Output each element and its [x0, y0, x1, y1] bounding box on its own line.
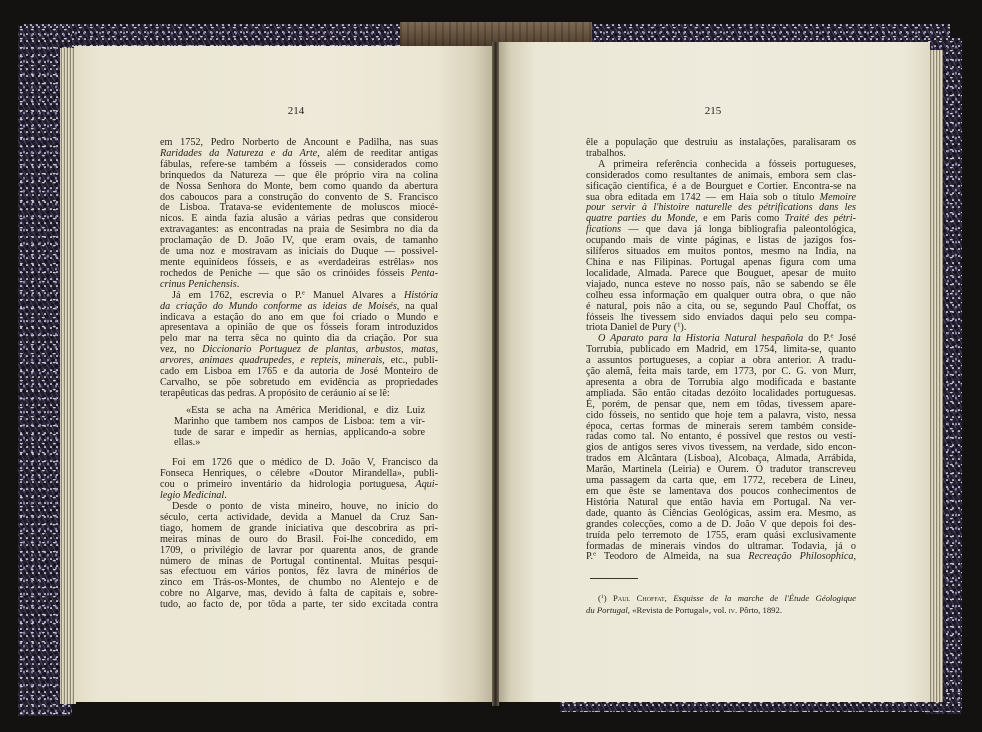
page-text: [586, 138, 856, 563]
text-run: e: [830, 333, 834, 340]
text-run: .: [236, 278, 240, 290]
text-run: rochedos de Peniche — que são os crinóides fósseis: [160, 267, 411, 279]
footnote: [586, 593, 856, 616]
text-run: ).: [680, 322, 687, 334]
text-run: de Nossa Senhora do Monte, bem como quando da abertura: [160, 180, 438, 192]
text-run: número de minas de Portugal continental. Muitas pesqui-: [160, 555, 438, 567]
text-run: tude de sarar e impedir as hernias, applicando-a sobre: [174, 426, 425, 438]
text-run: século, certa actividade, devida a Manuel da Cruz San-: [160, 511, 438, 523]
text-run: meiras minas de ouro do Brasil. Foi-lhe concedido, em: [160, 533, 438, 545]
text-run: , «Revista de Portugal», vol.: [627, 604, 729, 615]
paragraph: [160, 458, 438, 502]
text-run: 1: [600, 594, 604, 601]
text-run: . Pôrto, 1892.: [734, 604, 783, 615]
text-run: trabalhos.: [586, 147, 626, 159]
text-run: em 1752, Pedro Norberto de Ancount e Padilha, nas suas: [160, 137, 438, 148]
text-run: Aqui-: [415, 479, 438, 491]
text-run: e: [301, 289, 305, 297]
text-run: é natural, pois não a cita, ou se, segundo Paul Choffat, os: [586, 300, 856, 312]
page-edges-right: [929, 50, 943, 702]
text-run: É, porém, de pensar que, nem em tôdas, tivessem apare-: [586, 398, 856, 410]
text-run: Desde o ponto de vista mineiro, houve, no início do: [172, 501, 438, 512]
text-run: cido fósseis, no sentido que hoje tem a palavra, visto, nessa: [586, 409, 856, 421]
text-run: História: [404, 289, 438, 301]
footnote-rule: [590, 578, 638, 579]
text-line: [586, 593, 856, 605]
text-run: 1709, o privilégio de lavrar por quarenta anos, de grande: [160, 544, 438, 556]
text-run: legio Medicinal: [160, 490, 225, 502]
left-page: [74, 46, 495, 702]
text-run: ção alemã, feita mais tarde, em 1773, por C. G. von Murr,: [586, 366, 856, 378]
text-run: grandes colecções, como a de D. João V que depois foi des-: [586, 518, 856, 530]
text-run: extravagantes: as encontradas na praia de Sesimbra no dia da: [160, 224, 438, 236]
text-run: P.: [586, 551, 594, 563]
text-run: iv: [728, 604, 735, 615]
paragraph: [160, 291, 438, 400]
text-run: colheu essa informação em qualquer outra obra, o que não: [586, 289, 856, 301]
text-run: fications: [586, 224, 622, 236]
text-run: mente equinídeos fósseis, e as «verdadeiras estrêlas» nos: [160, 256, 438, 268]
paragraph: [586, 160, 856, 335]
text-run: silíferos situados em muitos pontos, mesmo na India, na: [586, 246, 856, 258]
text-line: [160, 389, 438, 400]
text-run: apresentava a opinião de que os fósseis foram introduzidos: [160, 322, 438, 334]
text-run: viajado, nunca esteve no nosso país, não se sabendo se êle: [586, 278, 856, 290]
text-run: sas efectuou em vários pontos, fêz lavra de minérios de: [160, 566, 438, 578]
text-line: [586, 138, 856, 149]
text-run: — que dava já longa bibliografia paleontológica,: [621, 224, 856, 236]
text-run: quatre parties du Monde: [586, 213, 696, 225]
text-run: ocupando mais de vinte páginas, e listas de jazigos fos-: [586, 235, 856, 247]
text-line: [174, 438, 425, 449]
text-run: História Natural que então havia em Portugal. Na ver-: [586, 496, 856, 508]
text-run: da criação do Mundo conforme as ideias de Moisés: [160, 300, 397, 312]
text-run: zinco em Trás-os-Montes, de chumbo no Alentejo e de: [160, 577, 438, 589]
text-run: cou o primeiro inventário da hidrologia portuguesa,: [160, 479, 416, 491]
text-run: a assuntos portugueses, a copiar a obra anterior. A tradu-: [586, 355, 856, 367]
text-run: ellas.»: [174, 437, 201, 449]
text-run: dade, quanto às Ciências Geológicas, assim era. Mesmo, as: [586, 507, 856, 519]
text-line: [160, 600, 438, 611]
paragraph: [160, 502, 438, 611]
text-run: sua obra editada em 1742 — em Haia sob o título: [586, 191, 820, 203]
text-run: de Lisboa. Tratava-se evidentemente de moluscos miocé-: [160, 202, 438, 214]
block-quote: [174, 406, 425, 450]
text-run: , e em Paris como: [695, 213, 785, 225]
text-run: proclamação de D. João IV, que eram ovais, de tamanho: [160, 235, 438, 247]
text-run: .: [224, 490, 227, 502]
text-run: Marinho que tambem nos campos de Lisboa: tem a vir-: [174, 415, 425, 427]
text-run: Teodoro de Almeida, na sua: [596, 551, 749, 563]
text-run: formadas de minerais vindos do ultramar. Todavia, já o: [586, 540, 856, 552]
right-page: [497, 42, 930, 702]
text-run: ): [603, 593, 614, 603]
paragraph: [586, 334, 856, 563]
text-run: localidade, Almada. Parece que Bouguet, apesar de muito: [586, 267, 856, 279]
text-run: José: [833, 333, 856, 345]
text-run: Marão, Martinela (Leiria) e Ourem. O tradutor transcreveu: [586, 464, 856, 476]
text-run: 1: [677, 322, 681, 330]
text-run: tiago, homem de grande iniciativa que descobrira as pri-: [160, 522, 438, 534]
text-run: «Esta se acha na América Meridional, e diz Luiz: [186, 404, 425, 416]
text-run: época, certas formas de minerais serem também conside-: [586, 420, 856, 432]
text-run: Manuel Alvares a: [304, 289, 405, 301]
text-run: crinus Penichensis: [160, 278, 237, 290]
text-run: Fonseca Henriques, o célebre «Doutor Mirandella», publi-: [160, 468, 438, 480]
text-run: triota Daniel de Pury (: [586, 322, 678, 334]
paragraph: [586, 138, 856, 160]
text-run: Traité des pétri-: [784, 213, 856, 225]
text-run: tudo, ao facto de, por tôda a parte, ter sido excitada contra: [160, 599, 438, 611]
page-number: 215: [704, 105, 722, 117]
text-run: sificação científica, é a de Bourguet e Cortier. Encontra-se na: [586, 180, 856, 192]
text-run: pour servir à l'histoire naturelle des pétrifications dans les: [586, 202, 856, 214]
text-run: do P.: [803, 333, 831, 345]
text-run: Memoire: [819, 191, 856, 203]
text-run: gios de antigos seres vivos tivessem, na verdade, sido encon-: [586, 442, 856, 454]
text-run: , etc., publi-: [382, 355, 438, 367]
text-run: Foi em 1726 que o médico de D. João V, Francisco da: [172, 457, 438, 469]
text-run: Paul Choffat: [613, 593, 665, 603]
text-run: uma passagem da carta que, em 1772, recebera de Lineu,: [586, 475, 856, 487]
text-run: cobre no Algarve, mas, devido à falta de capitais e, sobre-: [160, 588, 438, 600]
text-run: Esquisse de la marche de l'Étude Géologique: [673, 593, 856, 603]
text-run: Carvalho, se põe sobretudo em evidência as propriedades: [160, 376, 438, 388]
text-run: dos caboucos para a construção do convento de S. Francisco: [160, 191, 438, 203]
text-run: terapêuticas das pedras. A propósito de ceráunio aí se lê:: [160, 387, 390, 399]
text-run: brinquedos da Natureza — que êle próprio vira na colina: [160, 169, 438, 181]
text-run: vez, no: [160, 344, 203, 356]
paragraph: [160, 138, 438, 291]
text-run: radas como tal. No entanto, é possível que restos ou vestí-: [586, 431, 856, 443]
text-run: Já em 1762, escrevia o P.: [172, 289, 302, 301]
text-line: [586, 552, 856, 563]
text-run: O Aparato para la Historia Natural hespañola: [598, 333, 804, 345]
text-run: indicava a estação do ano em que foi criado o Mundo e: [160, 311, 438, 323]
text-run: ,: [853, 551, 856, 563]
text-run: A primeira referência conhecida a fósseis portugueses,: [598, 158, 856, 170]
text-run: ampliada. São então citadas dezóito localidades portuguesas.: [586, 387, 856, 399]
text-run: , na qual: [396, 300, 439, 312]
text-run: apresenta a obra de Torrubia algo modificada e bastante: [586, 376, 856, 388]
text-run: cado em Lisboa em 1765 e da autoria de José Monteiro de: [160, 366, 438, 378]
text-run: truída pelo terremoto de 1755, eram quási exclusivamente: [586, 529, 856, 541]
text-run: , além de reeditar antigas: [317, 147, 438, 159]
text-run: Penta-: [410, 267, 438, 279]
text-run: du Portugal: [586, 604, 628, 615]
text-run: ,: [664, 593, 674, 603]
text-line: [174, 428, 425, 439]
text-run: fábulas, refere-se também a fósseis — considerados como: [160, 158, 438, 170]
text-run: considerados como resultantes de animais, embora sem clas-: [586, 169, 856, 181]
text-run: nicos. E ainda fazia alusão a várias pedras que considerou: [160, 213, 438, 225]
text-run: de uma noz e mostravam as iniciais do Duque — possivel-: [160, 246, 438, 258]
text-line: [586, 605, 856, 617]
text-run: China e nas Filipinas. Portugal apenas figura com uma: [586, 256, 856, 268]
text-run: Recreação Philosophica: [748, 551, 854, 563]
text-run: Diccionario Portuguez de plantas, arbustos, matas,: [202, 344, 438, 356]
text-run: arvores, animaes quadrupedes, e repteis, minerais: [160, 355, 383, 367]
text-run: (: [598, 593, 601, 603]
text-run: em que êste se lamentava dos poucos conhecimentos de: [586, 486, 856, 497]
page-text: [160, 138, 438, 611]
book-gutter: [492, 42, 499, 706]
text-run: êle a população que destruiu as instalações, paralisaram os: [586, 137, 856, 148]
text-run: e: [593, 551, 597, 559]
page-number: 214: [287, 105, 305, 117]
text-run: Torrubia, publicado em Madrid, em 1754, limita-se, quanto: [586, 344, 856, 356]
text-run: trados em Alcântara (Lisboa), Alcobaça, Almada, Arrábida,: [586, 453, 856, 465]
text-run: fósseis lhe tivessem sido enviados daqui pelo seu compa-: [586, 311, 856, 323]
text-run: pelo mar na terra sêca no quinto dia da criação. Por sua: [160, 333, 438, 345]
text-run: Raridades da Natureza e da Arte: [160, 147, 318, 159]
